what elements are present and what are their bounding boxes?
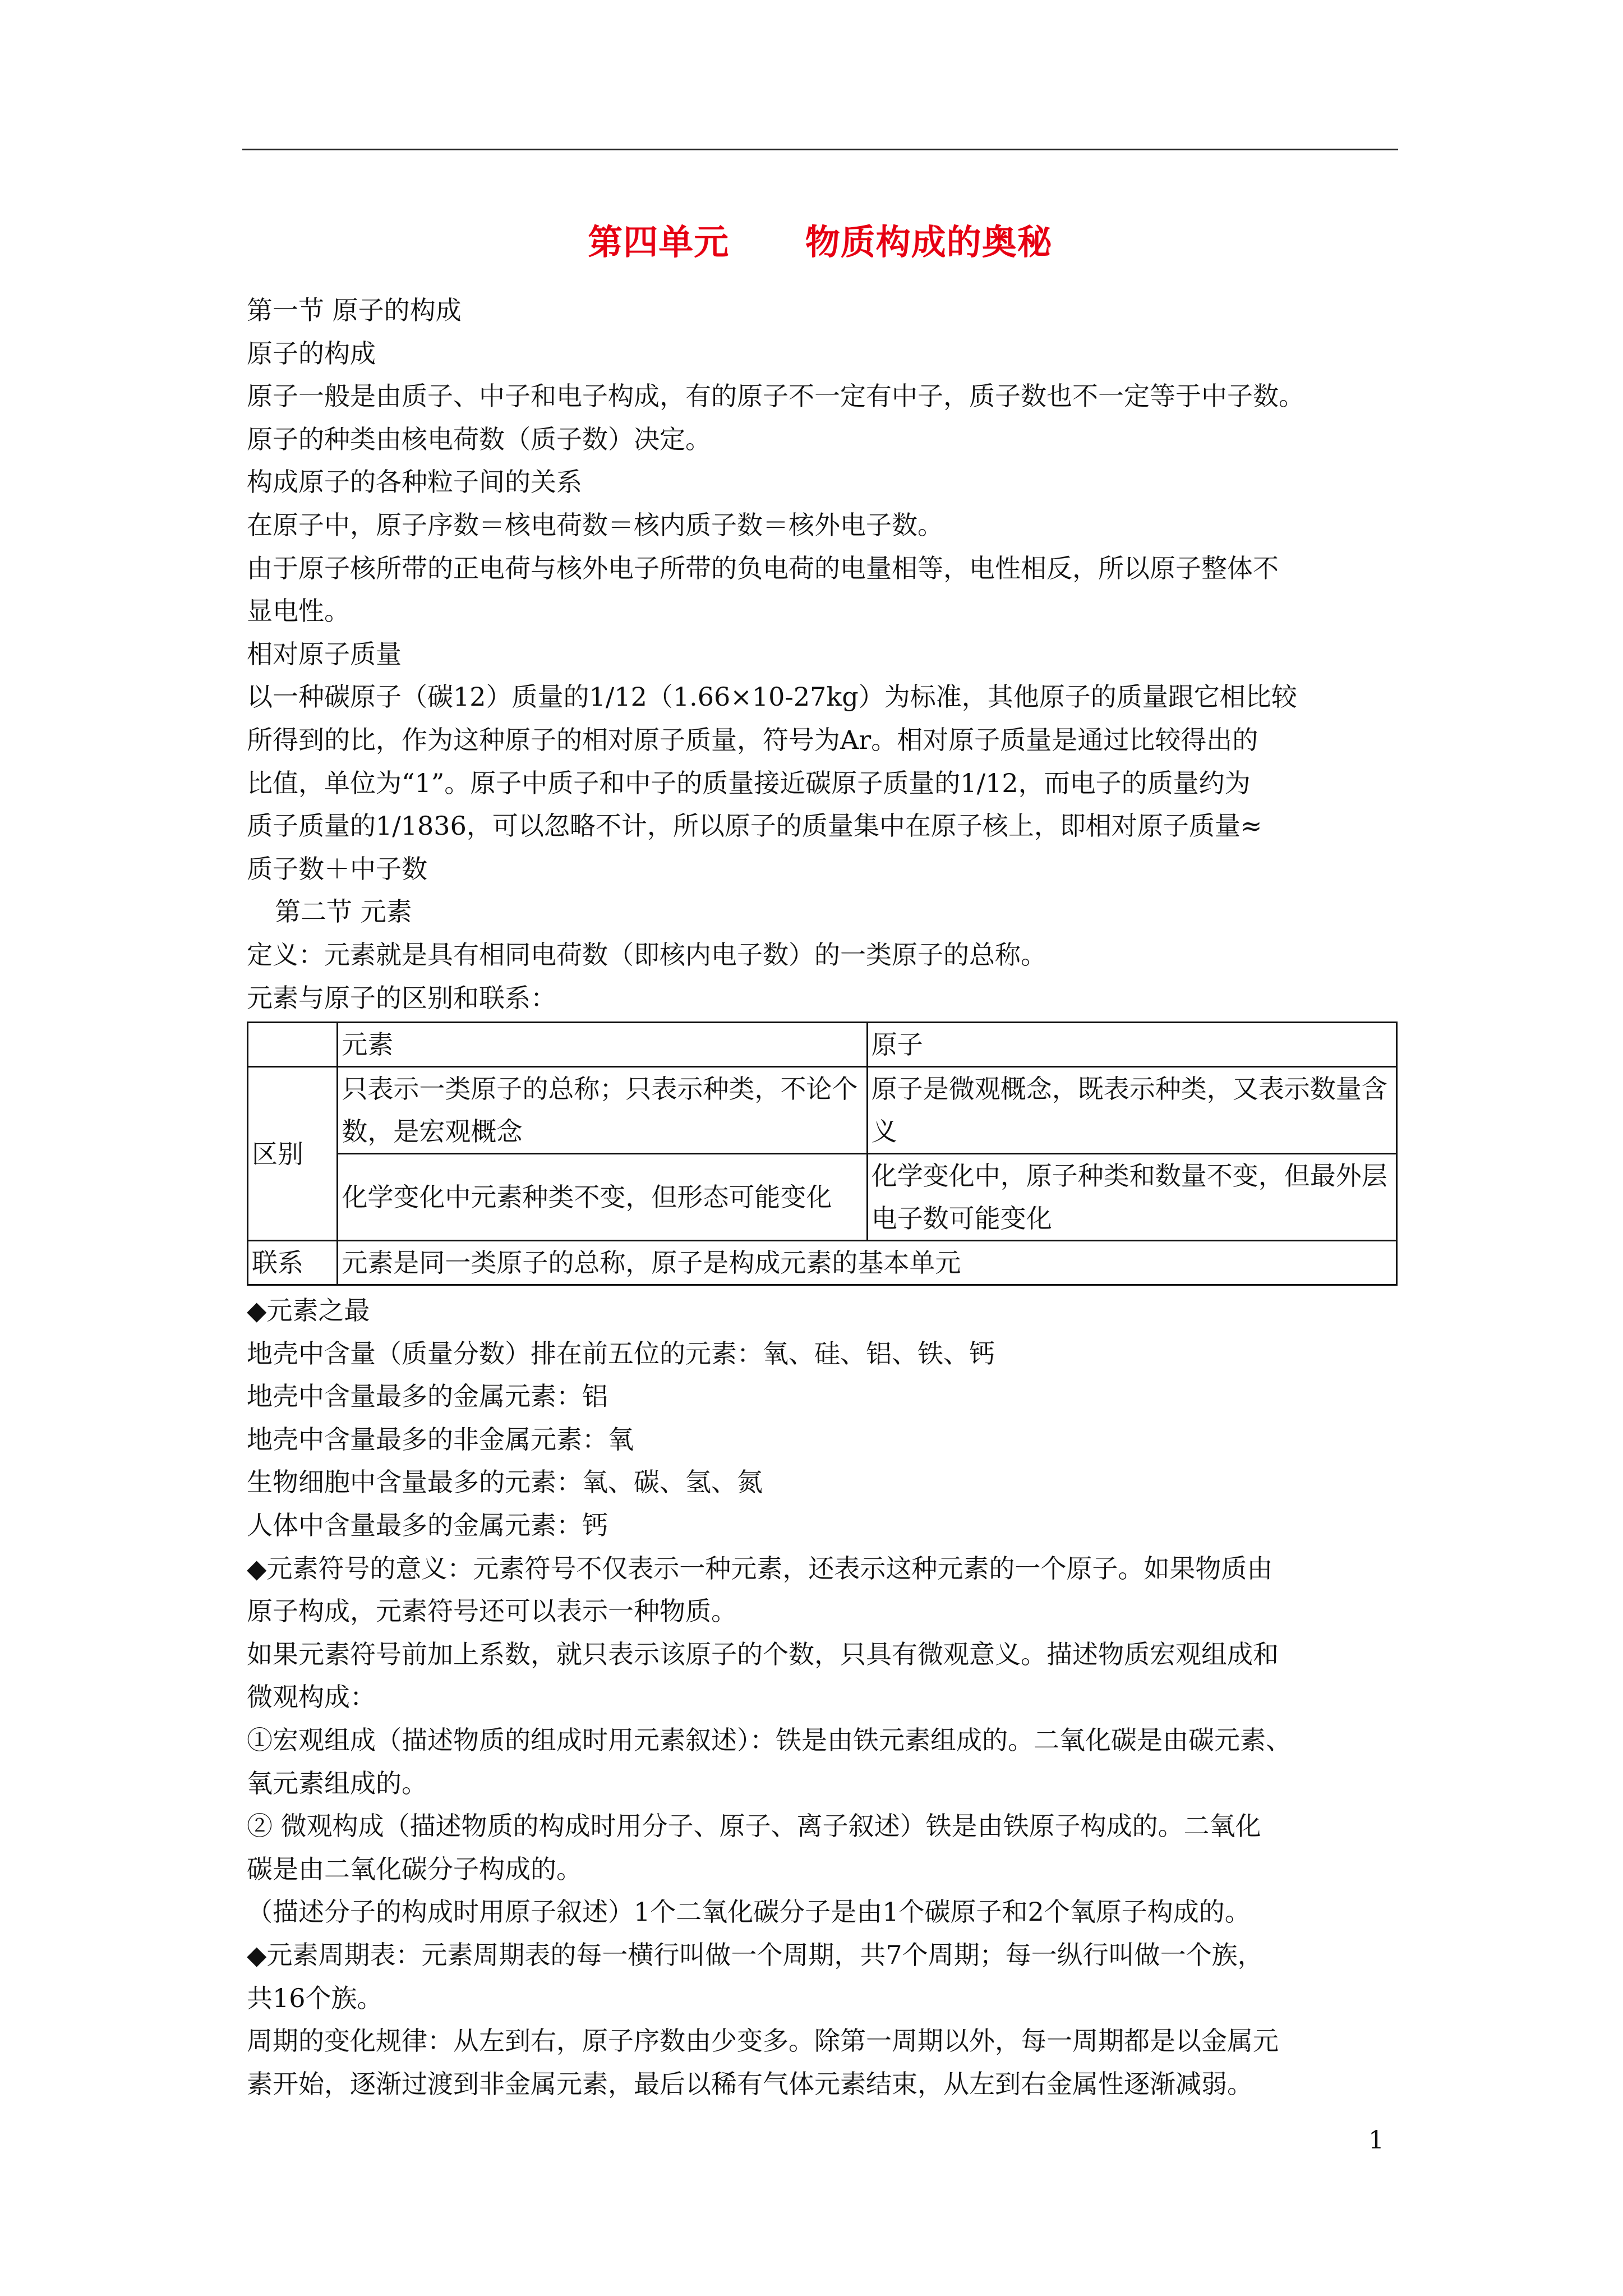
table-header-row <box>248 1023 1397 1067</box>
text-line: 生物细胞中含量最多的元素：氧、碳、氢、氮 <box>247 1467 763 1498</box>
page-number: 1 <box>1368 2126 1384 2155</box>
text-line: 人体中含量最多的金属元素：钙 <box>247 1510 608 1541</box>
text-line: ② 微观构成（描述物质的构成时用分子、原子、离子叙述）铁是由铁原子构成的。二氧化 <box>247 1811 1261 1842</box>
text-line: 定义：元素就是具有相同电荷数（即核内电子数）的一类原子的总称。 <box>247 939 1046 970</box>
text-line: 氧元素组成的。 <box>247 1768 427 1798</box>
table-corner-cell <box>248 1023 338 1067</box>
text-line: 比值，单位为“1”。原子中质子和中子的质量接近碳原子质量的1/12，而电子的质量约为 <box>247 767 1251 798</box>
text-line: 所得到的比，作为这种原子的相对原子质量，符号为Ar。相对原子质量是通过比较得出的 <box>247 724 1258 755</box>
text-line: 原子构成，元素符号还可以表示一种物质。 <box>247 1596 737 1627</box>
text-line: 在原子中，原子序数＝核电荷数＝核内质子数＝核外电子数。 <box>247 509 943 540</box>
text-line: ①宏观组成（描述物质的组成时用元素叙述）：铁是由铁元素组成的。二氧化碳是由碳元素、 <box>247 1725 1292 1756</box>
text-line: 微观构成： <box>247 1682 376 1713</box>
text-line: 质子质量的1/1836，可以忽略不计，所以原子的质量集中在原子核上，即相对原子质量≈ <box>247 811 1262 841</box>
text-line: 地壳中含量（质量分数）排在前五位的元素：氧、硅、铝、铁、钙 <box>247 1338 995 1369</box>
element-atom-comparison-table <box>247 1022 1398 1286</box>
text-line: 周期的变化规律：从左到右，原子序数由少变多。除第一周期以外，每一周期都是以金属元 <box>247 2026 1279 2056</box>
table-row <box>248 1067 1397 1154</box>
document-body <box>247 289 1399 2105</box>
table-header-atom: 原子 <box>867 1023 1396 1067</box>
text-line: 质子数＋中子数 <box>247 853 427 884</box>
table-cell: 化学变化中元素种类不变，但形态可能变化 <box>338 1154 867 1241</box>
table-cell: 原子是微观概念，既表示种类，又表示数量含义 <box>867 1067 1396 1154</box>
text-line: 元素与原子的区别和联系： <box>247 982 556 1013</box>
text-line: 碳是由二氧化碳分子构成的。 <box>247 1853 582 1884</box>
text-line: 如果元素符号前加上系数，就只表示该原子的个数，只具有微观意义。描述物质宏观组成和 <box>247 1639 1279 1669</box>
table-row <box>248 1154 1397 1241</box>
text-line: 构成原子的各种粒子间的关系 <box>247 467 582 498</box>
table-row-label-relation: 联系 <box>248 1241 338 1285</box>
text-line: （描述分子的构成时用原子叙述）1个二氧化碳分子是由1个碳原子和2个氧原子构成的。 <box>247 1897 1251 1927</box>
text-line: 素开始，逐渐过渡到非金属元素，最后以稀有气体元素结束，从左到右金属性逐渐减弱。 <box>247 2068 1253 2099</box>
table-row-label-difference: 区别 <box>248 1067 338 1241</box>
page-title: 第四单元 物质构成的奥秘 <box>588 222 1053 263</box>
table-row <box>248 1241 1397 1285</box>
text-line: 以一种碳原子（碳12）质量的1/12（1.66×10-27kg）为标准，其他原子的质量跟它相比较 <box>247 682 1297 712</box>
text-line: 原子的构成 <box>247 338 376 369</box>
text-line: ◆元素周期表：元素周期表的每一横行叫做一个周期，共7个周期；每一纵行叫做一个族， <box>247 1940 1264 1970</box>
table-cell: 元素是同一类原子的总称，原子是构成元素的基本单元 <box>338 1241 1397 1285</box>
section-heading-elements: 第二节 元素 <box>275 896 412 927</box>
element-facts-block <box>247 1289 1399 2105</box>
section-atom-structure <box>247 289 1399 890</box>
text-line: 共16个族。 <box>247 1982 383 2013</box>
element-definition-block <box>247 933 1399 1019</box>
text-line: 地壳中含量最多的非金属元素：氧 <box>247 1424 634 1455</box>
text-line: 相对原子质量 <box>247 638 402 669</box>
header-rule <box>242 149 1398 150</box>
table-header-element: 元素 <box>338 1023 867 1067</box>
table-cell: 化学变化中，原子种类和数量不变，但最外层电子数可能变化 <box>867 1154 1396 1241</box>
text-line: 原子的种类由核电荷数（质子数）决定。 <box>247 424 711 454</box>
table-cell: 只表示一类原子的总称；只表示种类，不论个数，是宏观概念 <box>338 1067 867 1154</box>
text-line: 显电性。 <box>247 596 350 627</box>
text-line: ◆元素符号的意义：元素符号不仅表示一种元素，还表示这种元素的一个原子。如果物质由 <box>247 1553 1273 1584</box>
text-line: 第一节 原子的构成 <box>247 295 462 325</box>
text-line: 由于原子核所带的正电荷与核外电子所带的负电荷的电量相等，电性相反，所以原子整体不 <box>247 553 1279 583</box>
text-line: 地壳中含量最多的金属元素：铝 <box>247 1381 608 1412</box>
text-line: ◆元素之最 <box>247 1295 370 1326</box>
text-line: 原子一般是由质子、中子和电子构成，有的原子不一定有中子，质子数也不一定等于中子数。 <box>247 381 1304 412</box>
